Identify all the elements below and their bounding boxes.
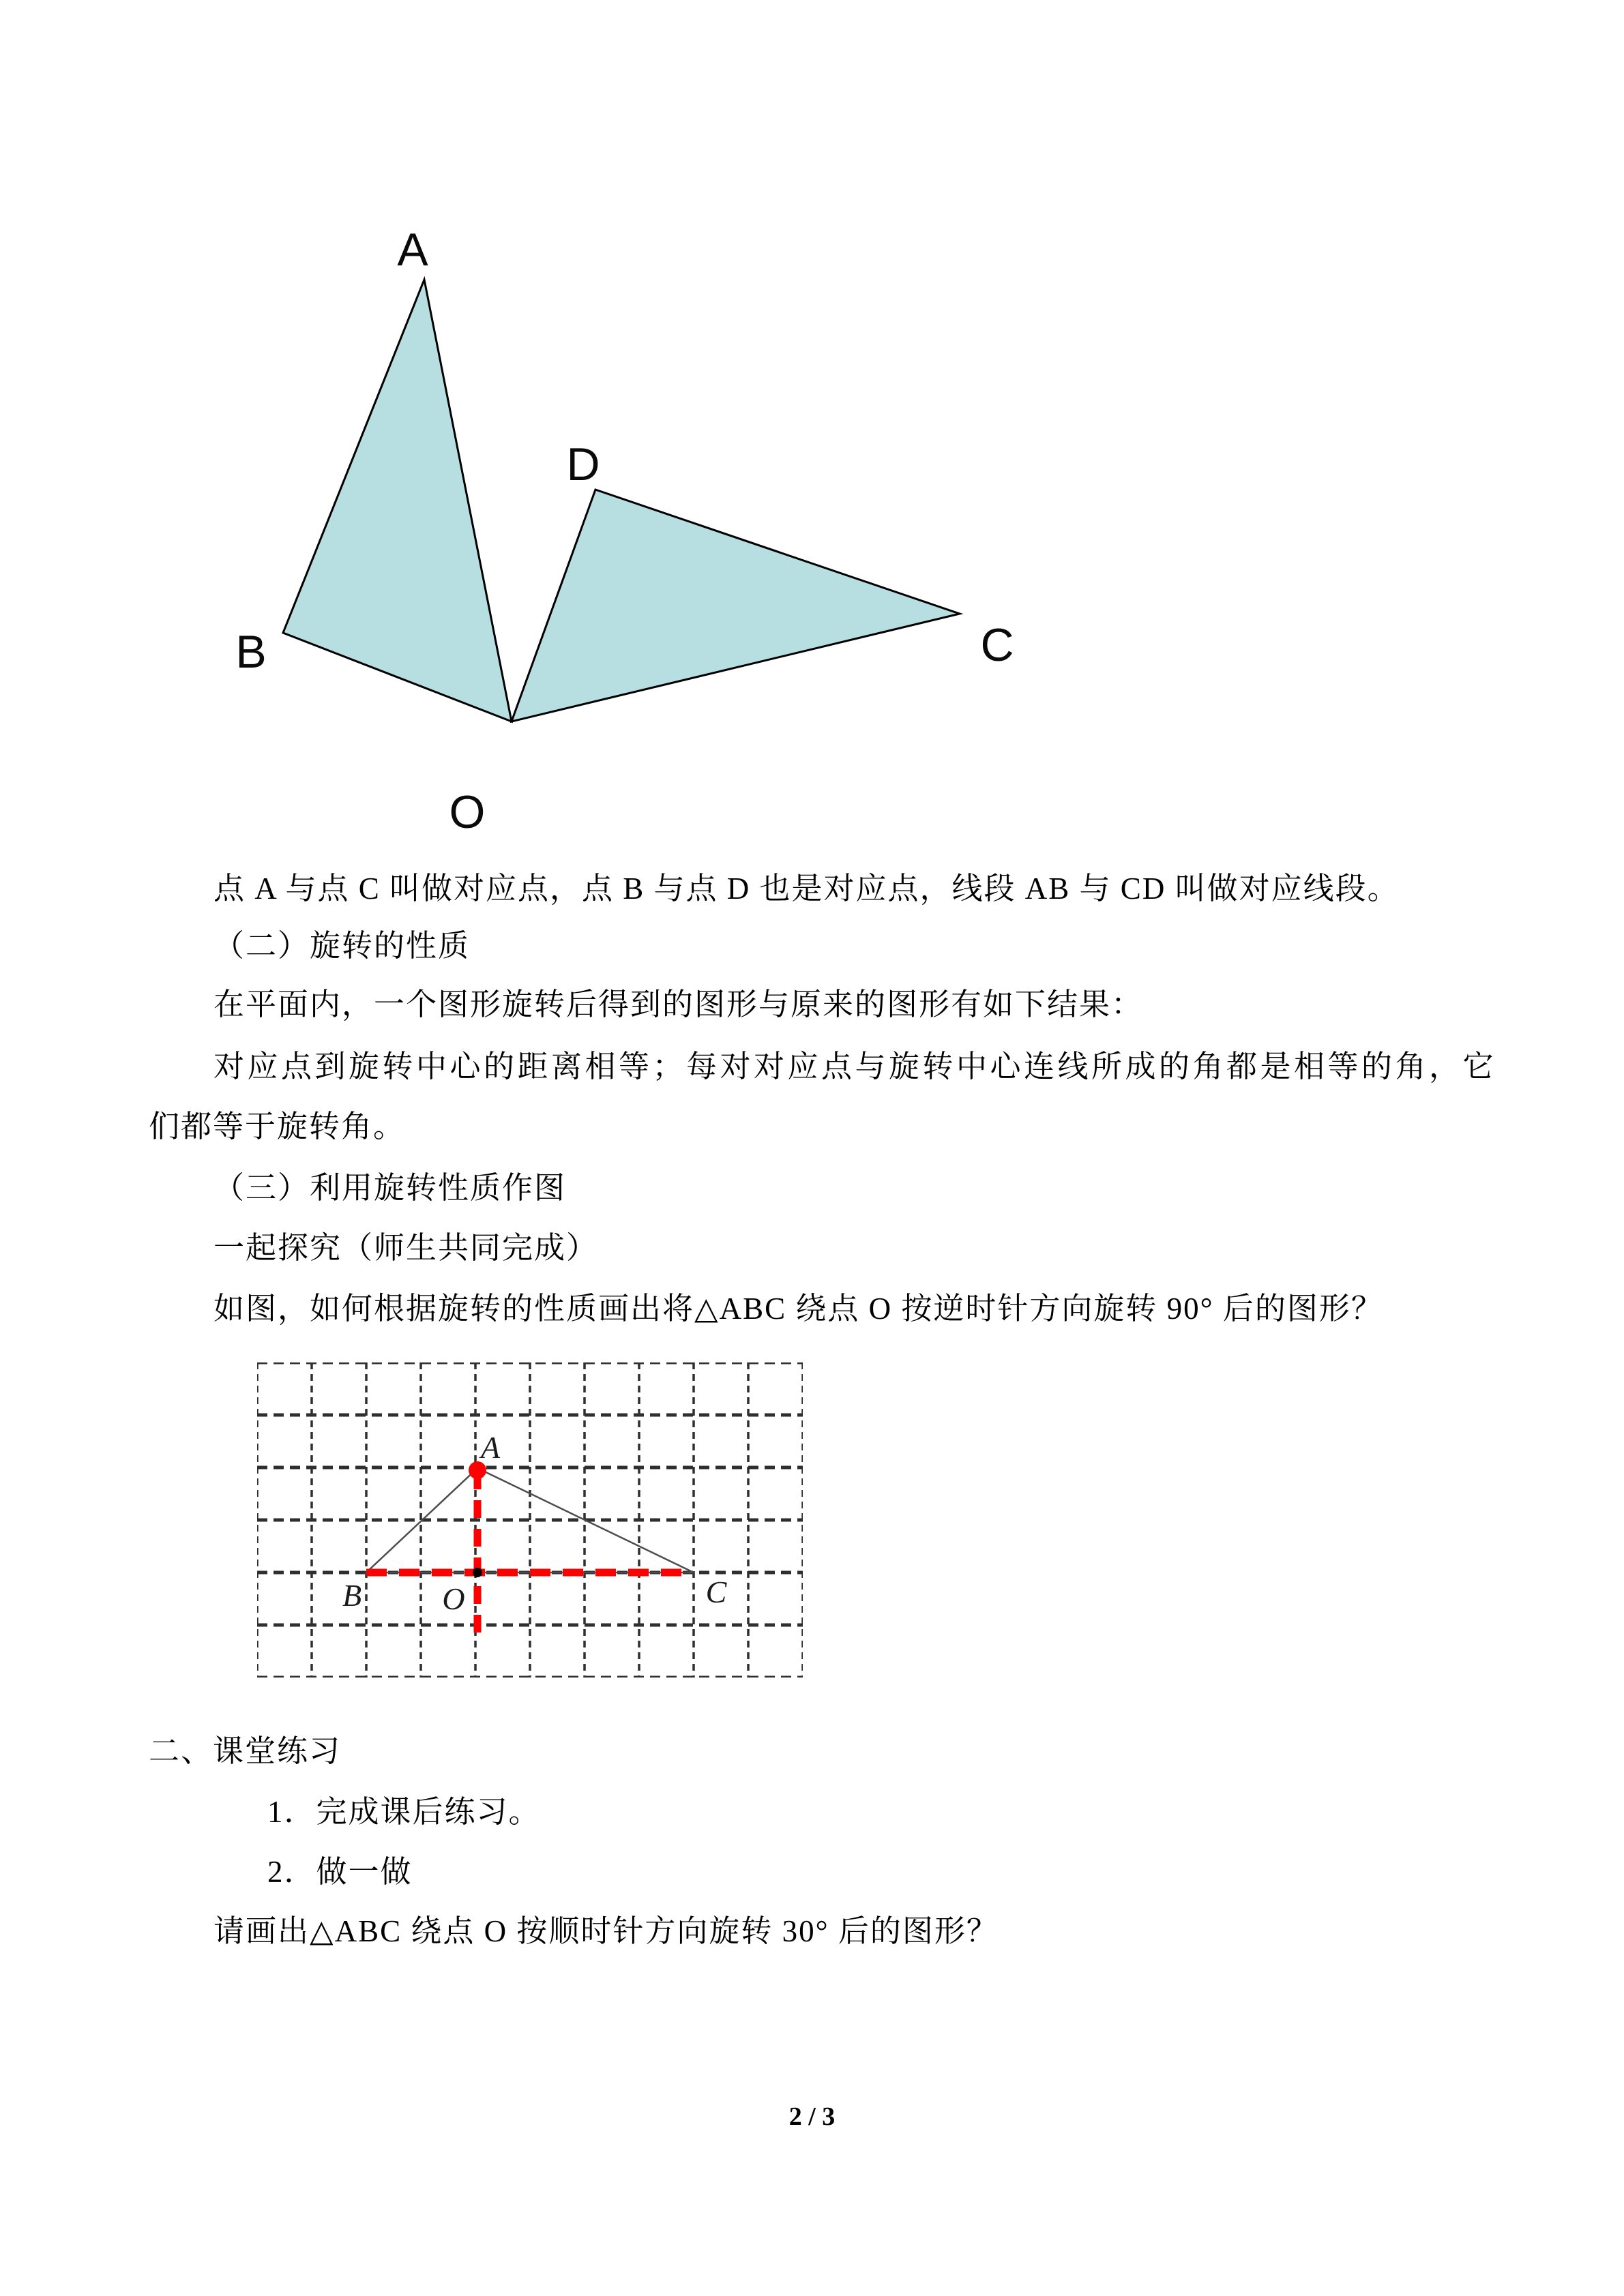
- triangle-ABO-shape: [283, 280, 512, 721]
- paragraph-rotate-90-question: 如图，如何根据旋转的性质画出将△ABC 绕点 O 按逆时针方向旋转 90° 后的图形？: [213, 1292, 1383, 1326]
- grid-triangle-figure: [257, 1362, 803, 1678]
- grid-lines: [257, 1362, 803, 1678]
- grid-label-A: A: [480, 1430, 501, 1465]
- grid-label-O: O: [442, 1581, 465, 1616]
- practice-heading: 二、课堂练习: [149, 1734, 342, 1768]
- paragraph-rotation-property-line2: 们都等于旋转角。: [149, 1109, 406, 1144]
- grid-label-C: C: [705, 1575, 727, 1609]
- vertex-label-C: C: [980, 619, 1014, 671]
- paragraph-explore-together: 一起探究（师生共同完成）: [213, 1231, 599, 1265]
- practice-prompt-rotate-30: 请画出△ABC 绕点 O 按顺时针方向旋转 30° 后的图形？: [213, 1914, 999, 1948]
- vertex-label-A: A: [397, 224, 428, 275]
- vertex-label-D: D: [566, 438, 600, 490]
- page-number: 2 / 3: [788, 2102, 836, 2131]
- vertex-label-B: B: [235, 626, 267, 678]
- paragraph-rotation-result-intro: 在平面内，一个图形旋转后得到的图形与原来的图形有如下结果：: [213, 987, 1144, 1022]
- section-heading-2: （二）旋转的性质: [213, 929, 471, 963]
- rotation-triangles-figure: [191, 198, 1078, 846]
- vertex-label-O: O: [449, 786, 486, 838]
- practice-item-1: 1．完成课后练习。: [267, 1795, 541, 1829]
- practice-item-2: 2．做一做: [267, 1855, 413, 1889]
- section-heading-3: （三）利用旋转性质作图: [213, 1171, 567, 1205]
- paragraph-corresponding-points: 点 A 与点 C 叫做对应点，点 B 与点 D 也是对应点，线段 AB 与 CD 叫做对应线段。: [213, 871, 1400, 906]
- point-O-marker: [473, 1568, 482, 1577]
- triangle-DCO-shape: [512, 490, 960, 721]
- paragraph-rotation-property-line1: 对应点到旋转中心的距离相等；每对对应点与旋转中心连线所成的角都是相等的角，它: [213, 1049, 1497, 1084]
- grid-label-B: B: [342, 1578, 362, 1613]
